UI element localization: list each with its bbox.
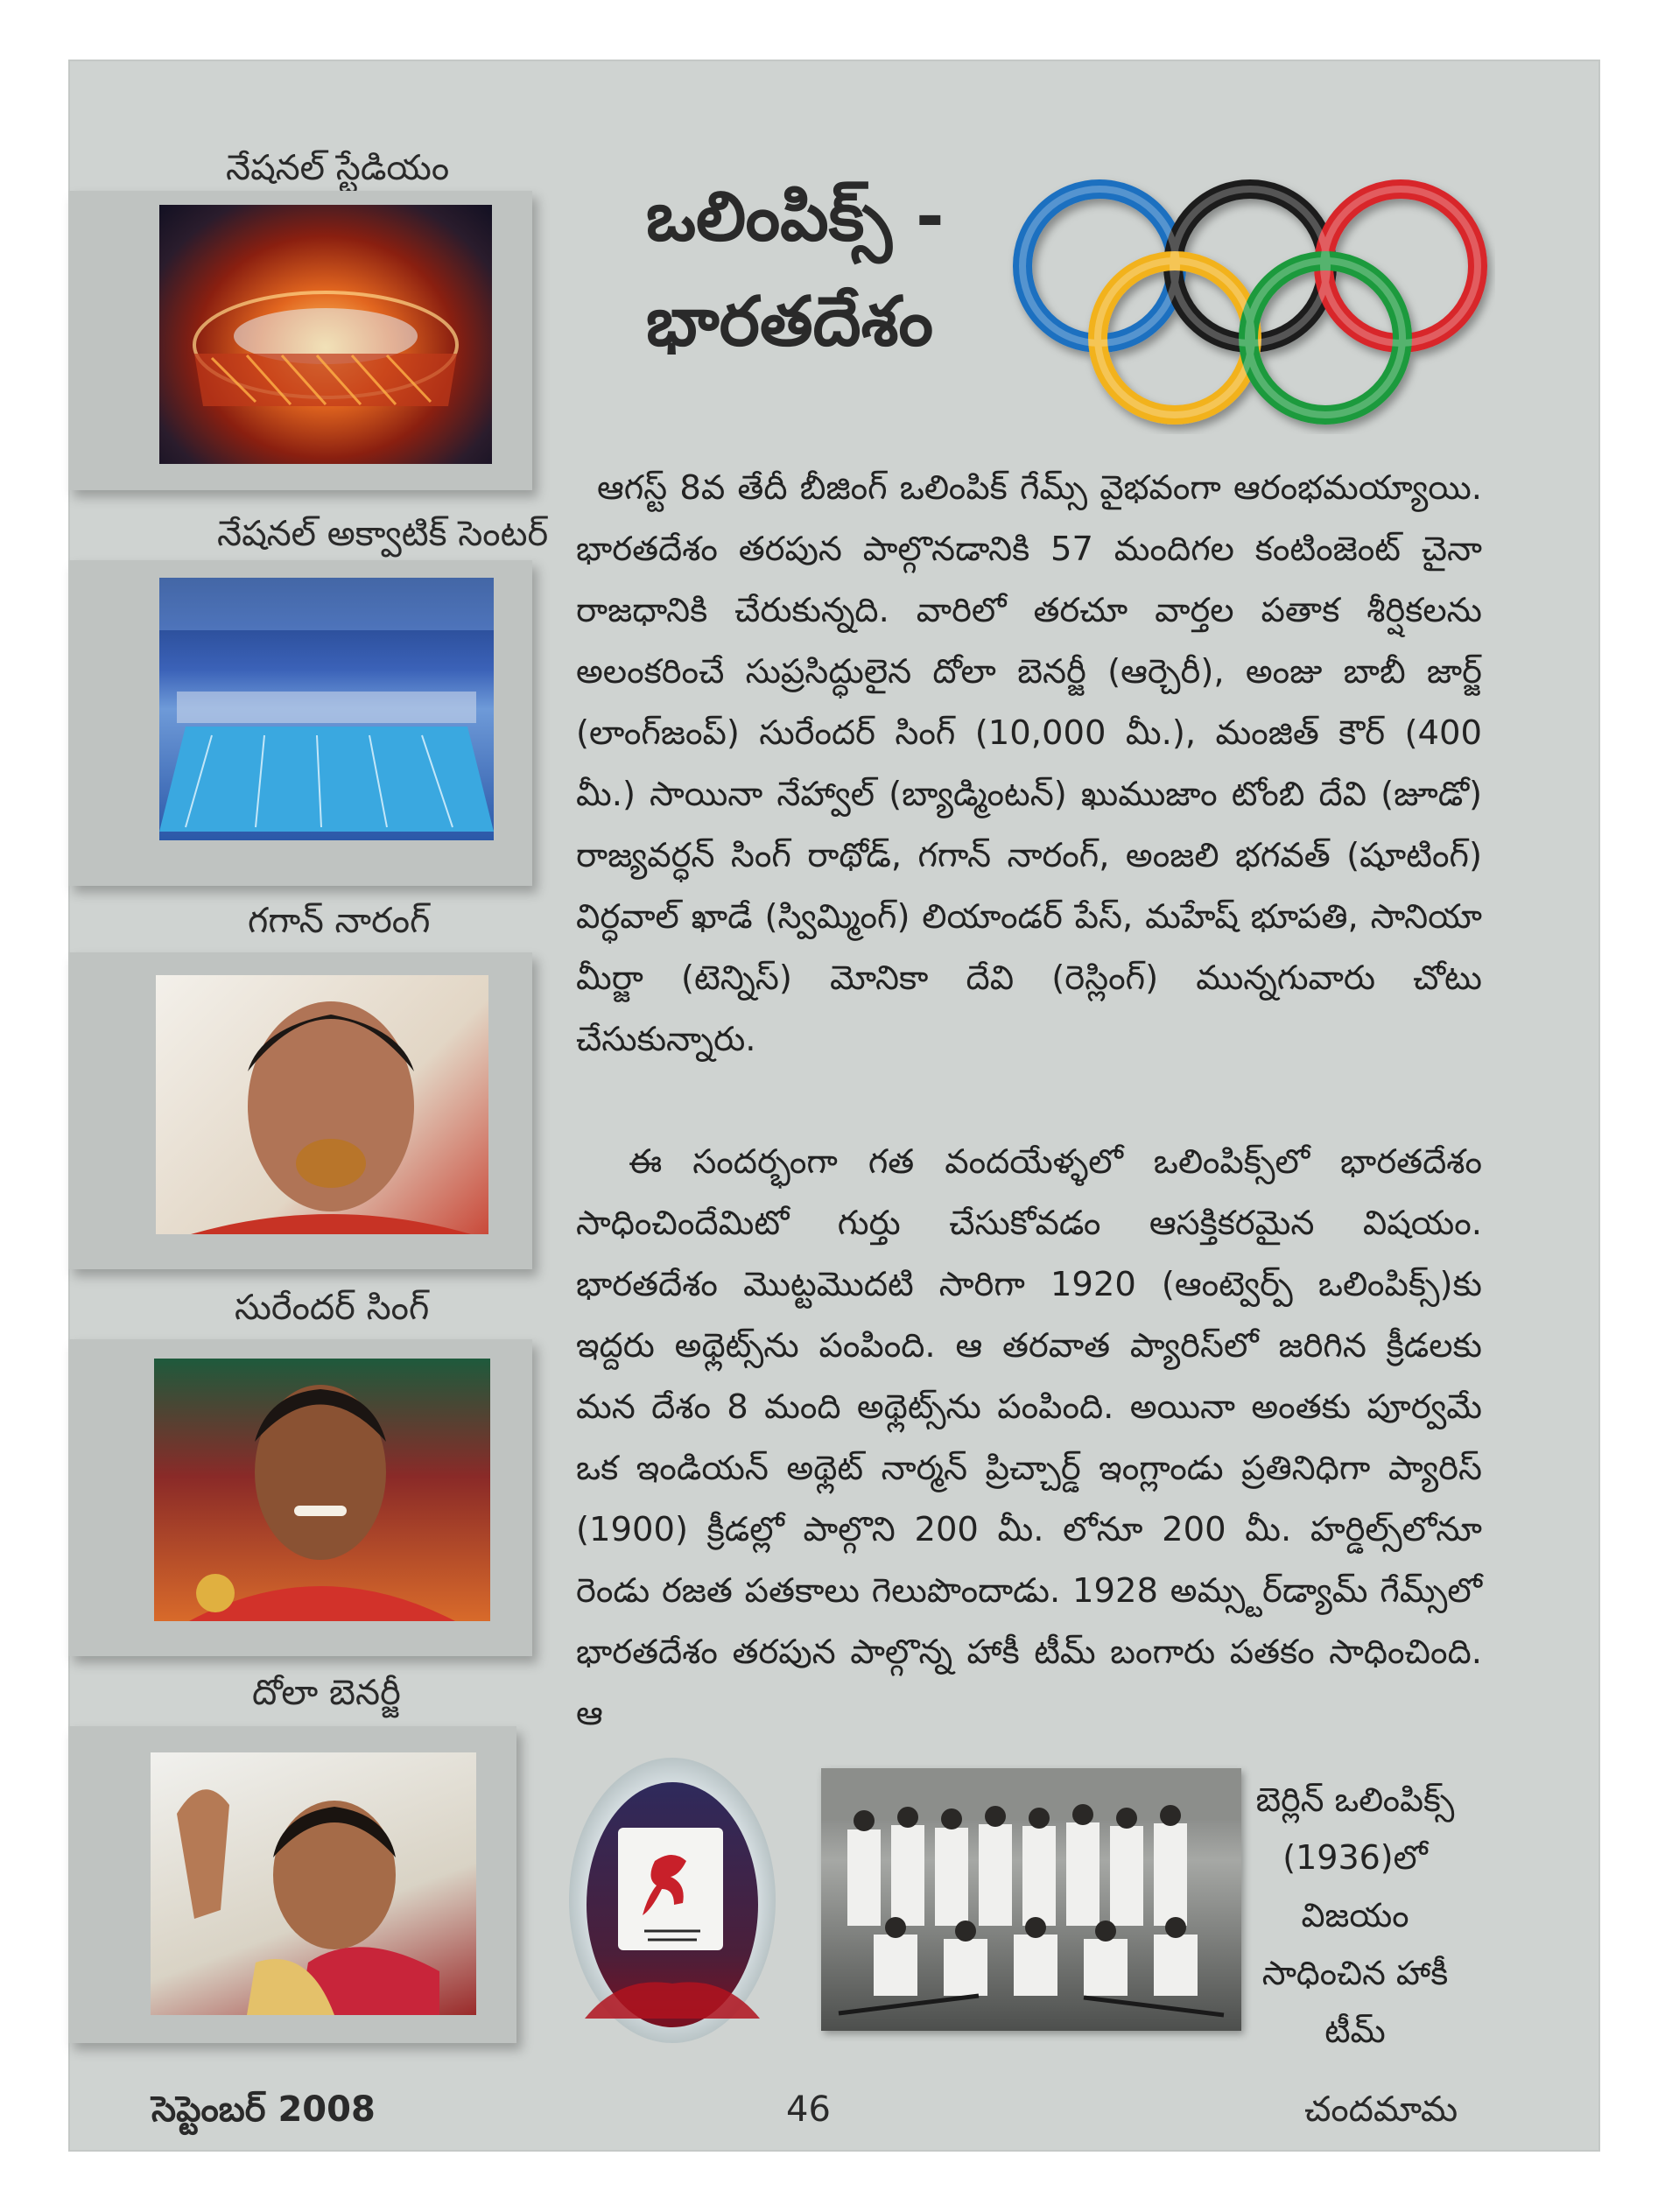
caption-national-stadium: నేషనల్ స్టేడియం (226, 148, 450, 188)
surender-singh-photo (154, 1359, 490, 1621)
article-paragraph-2: ఈ సందర్భంగా గత వందయేళ్ళలో ఒలింపిక్స్‌లో భారతదేశం సాధించిందేమిటో గుర్తు చేసుకోవడం ఆసక్తికరమైన విషయం. భారతదేశం మొట్టమొదటి సారిగా 1920 (ఆంట్వెర్ప్ ఒలింపిక్స్)కు ఇద్దరు అథ్లెట్స్‌ను పంపింది. ఆ తరవాత ప్యారిస్‌లో జరిగిన క్రీడలకు మన దేశం 8 మంది అథ్లెట్స్‌ను పంపింది. అయినా అంతకు పూర్వమే ఒక ఇండియన్ అథ్లెట్ నార్మన్ ప్రిచ్చార్డ్ ఇంగ్లాండు ప్రతినిధిగా ప్యారిస్ (1900) క్రీడల్లో పాల్గొని 200 మీ. లోనూ 200 మీ. హర్డిల్స్‌లోనూ రెండు రజత పతకాలు గెలుపొందాడు. 1928 అమ్స్టర్‌డ్యామ్ గేమ్స్‌లో భారతదేశం తరపున పాల్గొన్న హాకీ టీమ్ బంగారు పతకం సాధించింది. ఆ (576, 1142, 1482, 1733)
hockey-caption-line-2: (1936)లో (1282, 1838, 1428, 1877)
national-stadium-photo (159, 205, 492, 464)
magazine-page (68, 60, 1600, 2152)
gagan-narang-photo (156, 975, 488, 1234)
caption-dola-banerjee: దోలా బెనర్జీ (252, 1673, 401, 1713)
footer-magazine-name: చందమామ (1304, 2089, 1458, 2130)
photo-frame-aquatic (68, 560, 532, 886)
aquatic-center-photo (159, 578, 494, 840)
caption-aquatic-center: నేషనల్ అక్వాటిక్ సెంటర్ (217, 514, 549, 554)
photo-frame-dola (68, 1726, 516, 2043)
photo-frame-surender (68, 1339, 532, 1656)
hockey-team-1936-photo (821, 1768, 1241, 2031)
article-title-line1: ఒలింపిక్స్ - (646, 178, 945, 256)
hockey-caption-line-1: బెర్లిన్ ఒలింపిక్స్ (1255, 1780, 1455, 1819)
hockey-caption-line-5: టీమ్ (1324, 2012, 1386, 2050)
footer-issue-date: సెప్టెంబర్ 2008 (151, 2089, 376, 2130)
footer-page-number: 46 (786, 2089, 831, 2130)
dola-banerjee-photo (151, 1752, 476, 2015)
olympic-rings-logo (1005, 172, 1495, 434)
hockey-caption-line-4: సాధించిన హాకీ (1261, 1954, 1449, 1992)
hockey-caption-line-3: విజయం (1301, 1896, 1409, 1935)
hockey-photo-caption (1250, 1771, 1460, 2060)
photo-frame-narang (68, 952, 532, 1269)
photo-frame-stadium (68, 191, 532, 490)
article-title-line2: భారతదేశం (646, 283, 934, 362)
beijing-2008-emblem (567, 1756, 777, 2045)
caption-surender-singh: సురేందర్ సింగ్ (235, 1288, 430, 1328)
article-paragraph-1: ఆగస్ట్ 8వ తేదీ బీజింగ్ ఒలింపిక్ గేమ్స్ వైభవంగా ఆరంభమయ్యాయి. భారతదేశం తరపున పాల్గొనడానికి 57 మందిగల కంటింజెంట్ చైనా రాజధానికి చేరుకున్నది. వారిలో తరచూ వార్తల పతాక శీర్షికలను అలంకరించే సుప్రసిద్ధులైన దోలా బెనర్జీ (ఆర్చెరీ), అంజు బాబీ జార్జ్ (లాంగ్‌జంప్) సురేందర్ సింగ్ (10,000 మీ.), మంజిత్ కౌర్ (400 మీ.) సాయినా నేహ్వాల్ (బ్యాడ్మింటన్) ఖుముజాం టోంబి దేవి (జూడో) రాజ్యవర్ధన్ సింగ్ రాథోడ్, గగాన్ నారంగ్, అంజలి భగవత్ (షూటింగ్) విర్ధవాల్ ఖాడే (స్విమ్మింగ్) లియాండర్ పేస్, మహేష్ భూపతి, సానియా మీర్జా (టెన్నిస్) మోనికా దేవి (రెస్లింగ్) మున్నగువారు చోటు చేసుకున్నారు. (576, 468, 1482, 1059)
caption-gagan-narang: గగాన్ నారంగ్ (248, 901, 431, 941)
